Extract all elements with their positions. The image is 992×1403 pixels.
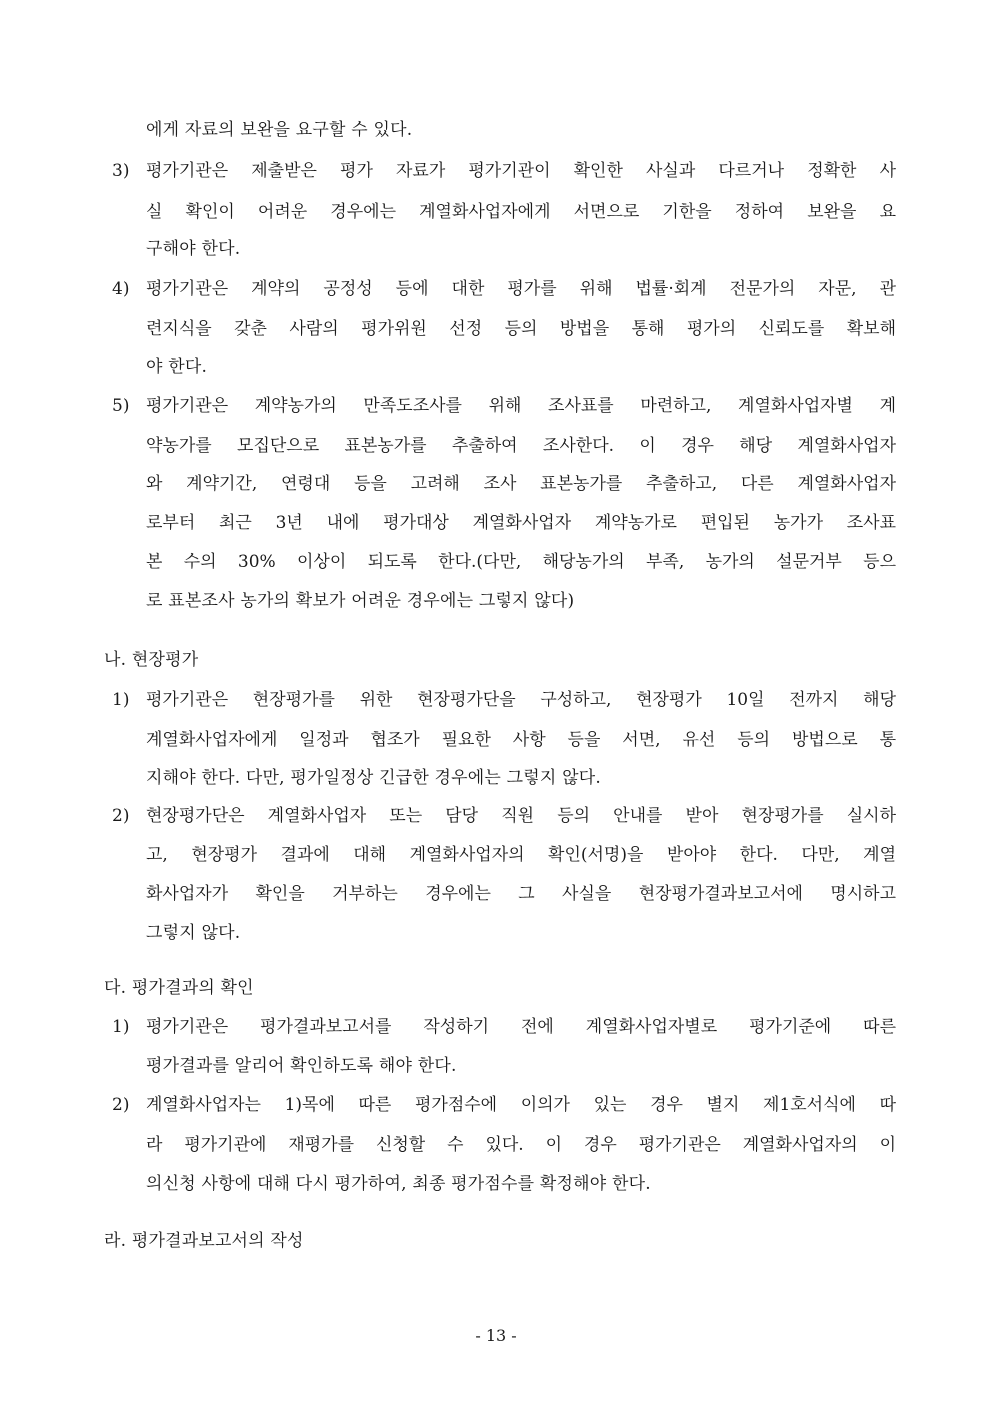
item-number: 2) (112, 1095, 130, 1115)
paragraph-line: 고, 현장평가 결과에 대해 계열화사업자의 확인(서명)을 받아야 한다. 다만, 계열 (146, 845, 896, 865)
paragraph-line: 의신청 사항에 대해 다시 평가하여, 최종 평가점수를 확정해야 한다. (146, 1174, 651, 1194)
paragraph-line: 그렇지 않다. (146, 923, 241, 943)
item-number: 1) (112, 690, 130, 710)
paragraph-line: 계열화사업자에게 일정과 협조가 필요한 사항 등을 서면, 유선 등의 방법으로 통 (146, 730, 896, 750)
section-heading: 라. 평가결과보고서의 작성 (104, 1231, 304, 1251)
paragraph-line: 라 평가기관에 재평가를 신청할 수 있다. 이 경우 평가기관은 계열화사업자의 이 (146, 1135, 896, 1155)
paragraph-line: 평가기관은 평가결과보고서를 작성하기 전에 계열화사업자별로 평가기준에 따른 (146, 1017, 896, 1037)
paragraph-line: 평가기관은 계약의 공정성 등에 대한 평가를 위해 법률·회계 전문가의 자문, 관 (146, 279, 896, 299)
paragraph-line: 현장평가단은 계열화사업자 또는 담당 직원 등의 안내를 받아 현장평가를 실시하 (146, 806, 896, 826)
paragraph-line: 화사업자가 확인을 거부하는 경우에는 그 사실을 현장평가결과보고서에 명시하고 (146, 884, 896, 904)
section-heading: 나. 현장평가 (104, 650, 199, 670)
paragraph-line: 평가기관은 계약농가의 만족도조사를 위해 조사표를 마련하고, 계열화사업자별 계 (146, 396, 896, 416)
paragraph-line: 본 수의 30% 이상이 되도록 한다.(다만, 해당농가의 부족, 농가의 설문거부 등으 (146, 552, 896, 572)
item-number: 5) (112, 396, 130, 416)
paragraph-line: 로부터 최근 3년 내에 평가대상 계열화사업자 계약농가로 편입된 농가가 조사표 (146, 513, 896, 533)
paragraph-line: 로 표본조사 농가의 확보가 어려운 경우에는 그렇지 않다) (146, 591, 575, 611)
paragraph-line: 와 계약기간, 연령대 등을 고려해 조사 표본농가를 추출하고, 다른 계열화사업자 (146, 474, 896, 494)
paragraph-line: 련지식을 갖춘 사람의 평가위원 선정 등의 방법을 통해 평가의 신뢰도를 확보해 (146, 319, 896, 339)
paragraph-line: 약농가를 모집단으로 표본농가를 추출하여 조사한다. 이 경우 해당 계열화사업자 (146, 436, 896, 456)
paragraph-line: 계열화사업자는 1)목에 따른 평가점수에 이의가 있는 경우 별지 제1호서식에 따 (146, 1095, 896, 1115)
paragraph-line: 실 확인이 어려운 경우에는 계열화사업자에게 서면으로 기한을 정하여 보완을 요 (146, 202, 896, 222)
item-number: 3) (112, 161, 130, 181)
page-number: - 13 - (475, 1326, 517, 1345)
item-number: 4) (112, 279, 130, 299)
paragraph-line: 야 한다. (146, 357, 208, 377)
paragraph-line: 평가결과를 알리어 확인하도록 해야 한다. (146, 1056, 457, 1076)
paragraph-line: 평가기관은 제출받은 평가 자료가 평가기관이 확인한 사실과 다르거나 정확한 사 (146, 161, 896, 181)
item-number: 1) (112, 1017, 130, 1037)
paragraph-line: 평가기관은 현장평가를 위한 현장평가단을 구성하고, 현장평가 10일 전까지 해당 (146, 690, 896, 710)
paragraph-line: 에게 자료의 보완을 요구할 수 있다. (146, 120, 413, 140)
section-heading: 다. 평가결과의 확인 (104, 978, 254, 998)
paragraph-line: 지해야 한다. 다만, 평가일정상 긴급한 경우에는 그렇지 않다. (146, 768, 601, 788)
item-number: 2) (112, 806, 130, 826)
paragraph-line: 구해야 한다. (146, 239, 241, 259)
